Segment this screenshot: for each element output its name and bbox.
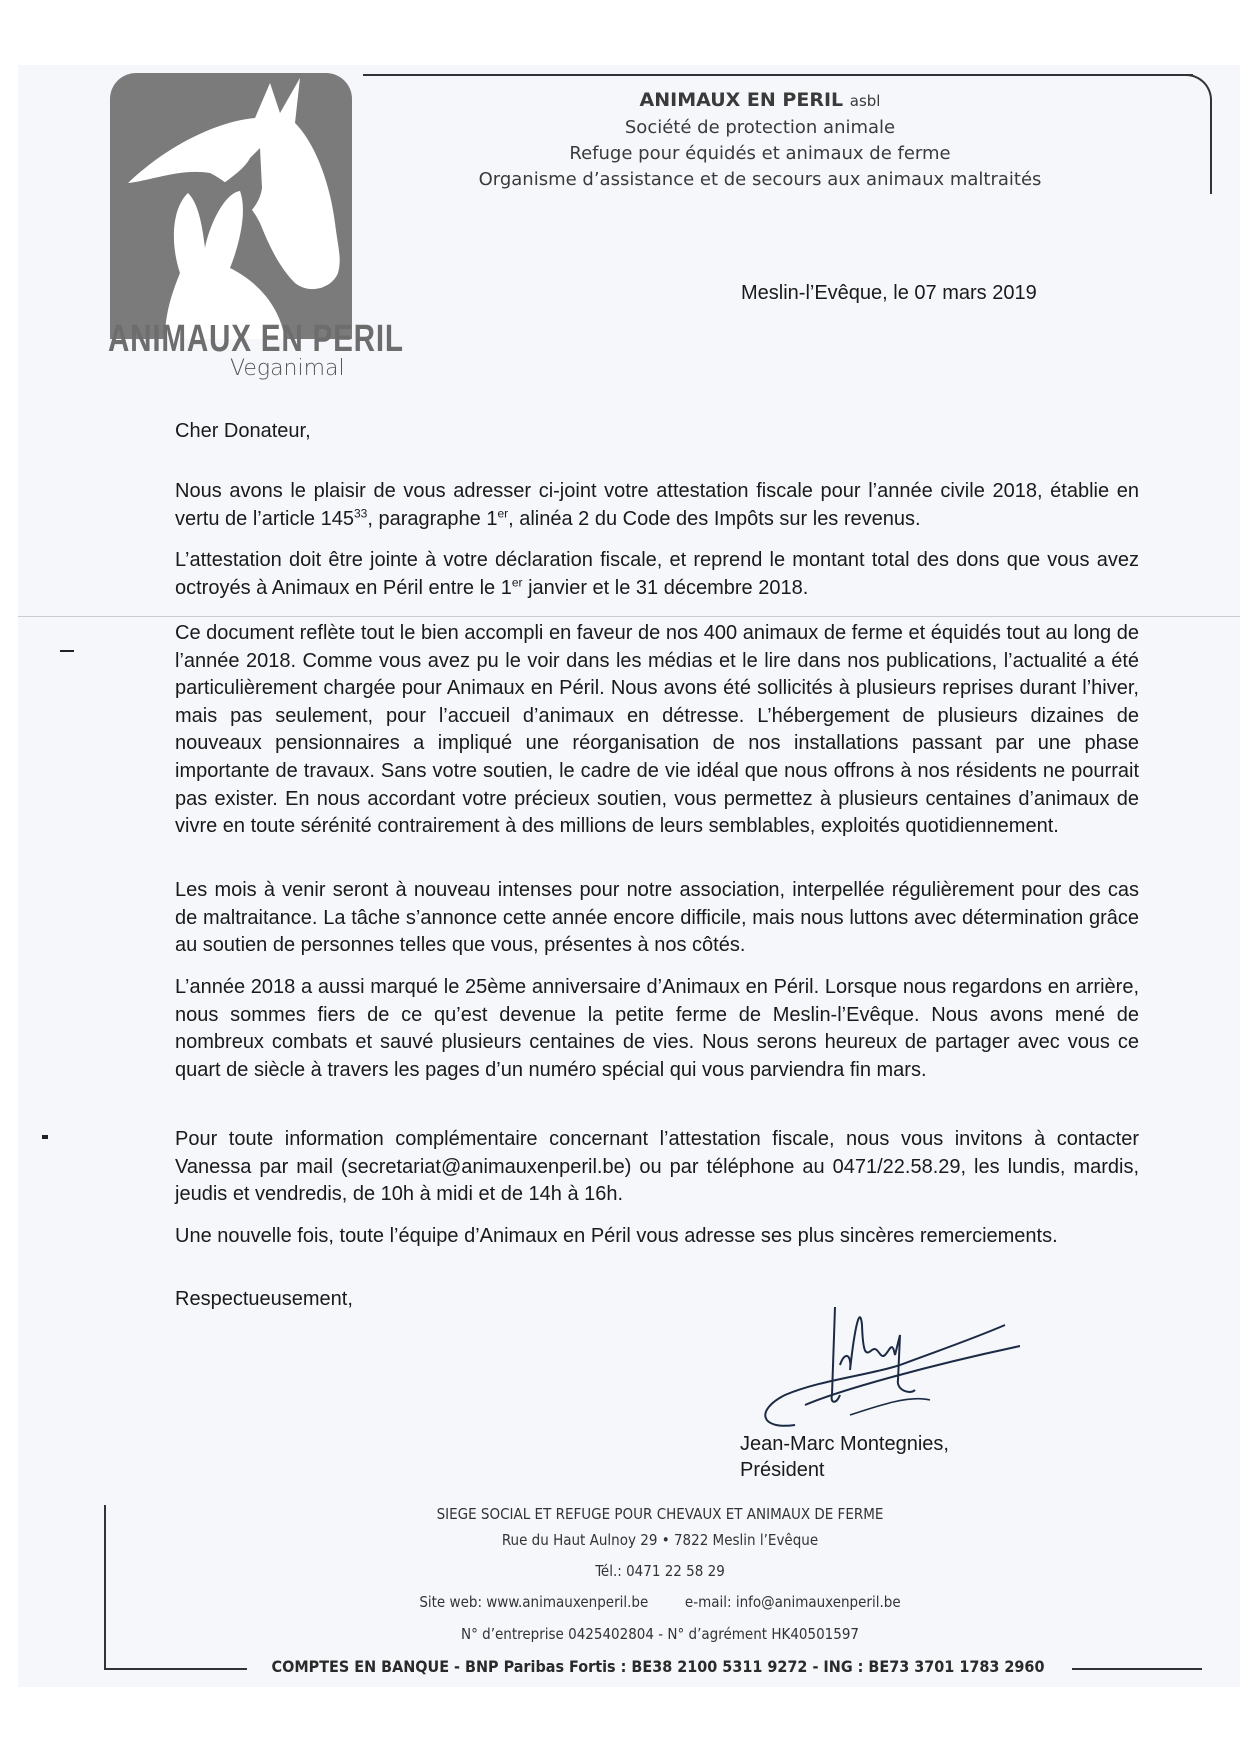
- signer-title: Président: [740, 1459, 825, 1481]
- logo-emblem: [110, 73, 352, 339]
- handwritten-signature-icon: [740, 1295, 1020, 1430]
- closing: Respectueusement,: [175, 1288, 353, 1310]
- footer-frame-right: [1072, 1668, 1202, 1670]
- paper-fold-line: [18, 616, 1240, 617]
- footer-phone: Tél.: 0471 22 58 29: [595, 1562, 725, 1580]
- footer-website: Site web: www.animauxenperil.be: [419, 1593, 649, 1611]
- header-rule: [363, 74, 1193, 76]
- signature: [740, 1295, 1020, 1435]
- footer-frame-vertical: [104, 1505, 106, 1669]
- org-name: ANIMAUX EN PERIL: [639, 89, 844, 111]
- logo-subtitle: Veganimal: [230, 356, 345, 381]
- header-corner-rule: [1180, 74, 1212, 194]
- org-tagline: Société de protection animale: [624, 117, 896, 138]
- org-suffix: asbl: [849, 92, 881, 110]
- scan-mark: [60, 650, 74, 652]
- paragraph-declaration: L’attestation doit être jointe à votre déclaration fiscale, et reprend le montant total des dons que vous avez octroyés à Animaux en Péril entre le 1er janvier et le 31 décembre 2018.: [175, 549, 1139, 599]
- paragraph-fiscal-attestation: Nous avons le plaisir de vous adresser ci-joint votre attestation fiscale pour l’année civile 2018, établie en vertu de l’article $145^{33}$, paragraphe 1er, alinéa 2 du Code des Impôts sur les revenus.: [175, 480, 1139, 530]
- footer-frame-left: [104, 1668, 247, 1670]
- org-tagline: Refuge pour équidés et animaux de ferme: [569, 143, 951, 164]
- place-date: Meslin-l’Evêque, le 07 mars 2019: [741, 282, 1037, 304]
- paragraph-anniversary: L’année 2018 a aussi marqué le 25ème anniversaire d’Animaux en Péril. Lorsque nous regardons en arrière, nous sommes fiers de ce qu’est devenue la petite ferme de Meslin-l’Evêque. Nous avons mené de nombreux combats et sauvé plusieurs centaines de vies. Nous serons heureux de partager avec vous ce quart de siècle à travers les pages d’un numéro spécial qui vous parviendra fin mars.: [175, 976, 1139, 1081]
- footer-web-email: [260, 1593, 1060, 1611]
- paragraph-year-review: Ce document reflète tout le bien accompli en faveur de nos 400 animaux de ferme et équidés tout au long de l’année 2018. Comme vous avez pu le voir dans les médias et le lire dans nos publications, l’actualité a été particulièrement chargée pour Animaux en Péril. Nous avons été sollicités à plusieurs reprises durant l’hiver, mais pas seulement, pour l’accueil d’animaux en détresse. L’hébergement de plusieurs dizaines de nouveaux pensionnaires a impliqué une réorganisation de nos installations passant par une phase importante de travaux. Sans votre soutien, le cadre de vie idéal que nous offrons à nos résidents ne pourrait pas exister. En nous accordant votre précieux soutien, vous permettez à plusieurs centaines d’animaux de vivre en toute sérénité contrairement à des millions de leurs semblables, exploités quotidiennement.: [175, 622, 1139, 838]
- animals-silhouette-icon: [110, 73, 352, 339]
- footer-registration: N° d’entreprise 0425402804 - N° d’agrément HK40501597: [461, 1625, 859, 1643]
- footer-headquarters: SIEGE SOCIAL ET REFUGE POUR CHEVAUX ET ANIMAUX DE FERME: [436, 1505, 884, 1523]
- paragraph-contact-info: Pour toute information complémentaire concernant l’attestation fiscale, nous vous invitons à contacter Vanessa par mail (secretariat@animauxenperil.be) ou par téléphone au 0471/22.58.29, les lundis, mardis, jeudis et vendredis, de 10h à midi et de 14h à 16h.: [175, 1128, 1139, 1206]
- organization-header: [420, 86, 1100, 193]
- paragraph-thanks: Une nouvelle fois, toute l’équipe d’Animaux en Péril vous adresse ses plus sincères remerciements.: [175, 1225, 1058, 1247]
- footer-bank-accounts: COMPTES EN BANQUE - BNP Paribas Fortis : BE38 2100 5311 9272 - ING : BE73 3701 1783 2960: [271, 1657, 1045, 1676]
- logo-wordmark: ANIMAUX EN PERIL: [108, 318, 404, 360]
- signer-block: [740, 1431, 949, 1483]
- footer-email: e-mail: info@animauxenperil.be: [684, 1593, 901, 1611]
- footer-address: Rue du Haut Aulnoy 29 • 7822 Meslin l’Evêque: [501, 1531, 819, 1549]
- org-name-line: [420, 86, 1100, 115]
- signer-name: Jean-Marc Montegnies,: [740, 1433, 949, 1455]
- org-tagline: Organisme d’assistance et de secours aux animaux maltraités: [478, 169, 1042, 190]
- paragraph-upcoming-months: Les mois à venir seront à nouveau intenses pour notre association, interpellée régulièrement pour des cas de maltraitance. La tâche s’annonce cette année encore difficile, mais nous luttons avec détermination grâce au soutien de personnes telles que vous, présentes à nos côtés.: [175, 879, 1139, 957]
- scan-mark: [42, 1135, 48, 1139]
- greeting: Cher Donateur,: [175, 420, 311, 442]
